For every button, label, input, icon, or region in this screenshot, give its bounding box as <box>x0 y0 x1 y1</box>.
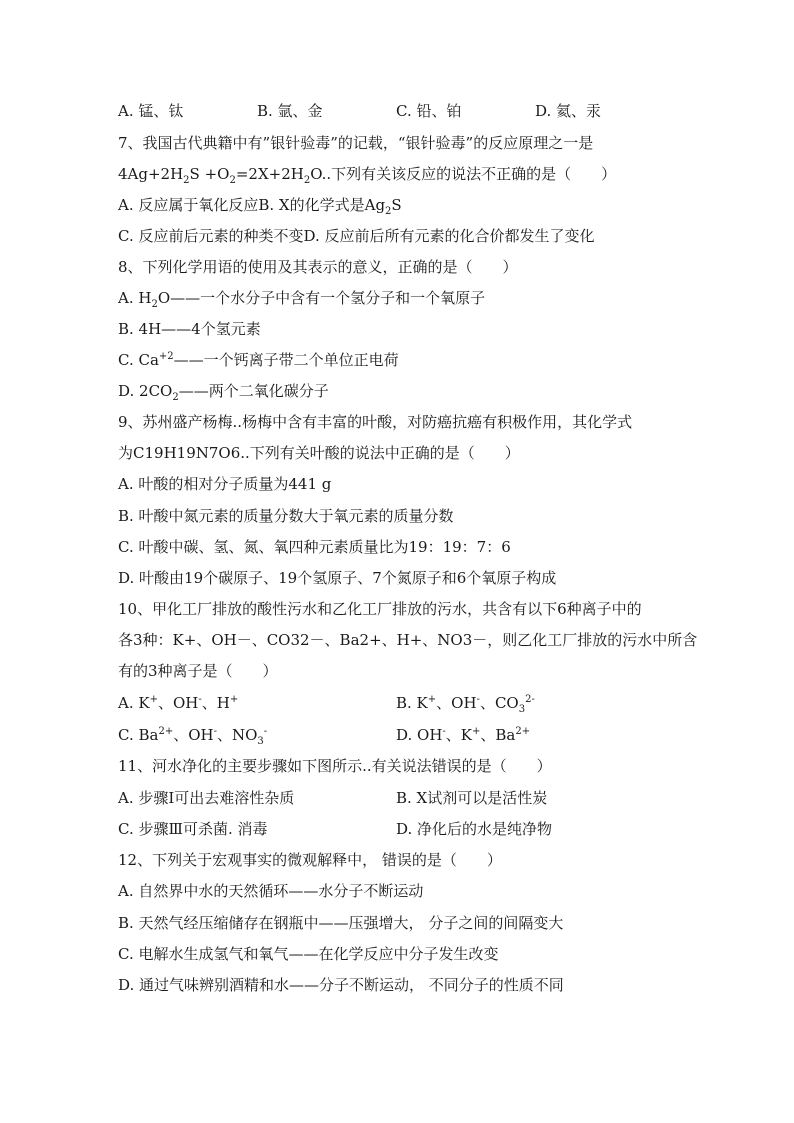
q6-option-c: C. 铅、铂 <box>396 102 462 120</box>
q9-option-c: C. 叶酸中碳、氢、氮、氧四种元素质量比为19：19：7：6 <box>118 538 511 556</box>
q10-option-d: D. OH-、K+、$Ba^{2+}$ <box>396 726 531 744</box>
q11-option-a: A. 步骤Ⅰ可出去难溶性杂质 <box>118 789 295 807</box>
q11-option-d: D. 净化后的水是纯净物 <box>396 820 553 838</box>
q8-option-b: B. 4H——4个氢元素 <box>118 320 261 338</box>
q10-stem-line2: 各3种：K+、OH－、CO32－、Ba2+、H+、NO3－，则乙化工厂排放的污水中所含 <box>118 631 698 649</box>
q11-option-b: B. X试剂可以是活性炭 <box>396 789 548 807</box>
q10-option-b: B. K+、OH-、$CO_3^{2-}$ <box>396 694 535 715</box>
q7-stem: 7、我国古代典籍中有”银针验毒”的记载，“银针验毒”的反应原理之一是 <box>118 134 594 152</box>
q9-option-d: D. 叶酸由19个碳原子、19个氢原子、7个氮原子和6个氧原子构成 <box>118 569 557 587</box>
q10-option-a: A. K+、OH-、H+ <box>118 694 239 712</box>
q12-option-d: D. 通过气味辨别酒精和水——分子不断运动， 不同分子的性质不同 <box>118 976 564 994</box>
q7-options-ab: A. 反应属于氧化反应B. X的化学式是$Ag_2S$ <box>118 196 402 217</box>
q7-equation: $4Ag+2H_2S +O_2=2X+2H_2O$..下列有关该反应的说法不正确的是（ ） <box>118 165 617 186</box>
q10-stem-line3: 有的3种离子是（ ） <box>118 662 278 680</box>
q9-option-b: B. 叶酸中氮元素的质量分数大于氧元素的质量分数 <box>118 507 454 525</box>
q7-options-cd: C. 反应前后元素的种类不变D. 反应前后所有元素的化合价都发生了变化 <box>118 227 595 245</box>
q8-option-d: D. $2CO_2——$两个二氧化碳分子 <box>118 382 329 403</box>
q6-option-b: B. 氩、金 <box>257 102 323 120</box>
q11-option-c: C. 步骤Ⅲ可杀菌. 消毒 <box>118 820 268 838</box>
q9-option-a: A. 叶酸的相对分子质量为441 g <box>118 475 332 493</box>
q10-stem-line1: 10、甲化工厂排放的酸性污水和乙化工厂排放的污水，共含有以下6种离子中的 <box>118 600 642 618</box>
q12-option-b: B. 天然气经压缩储存在钢瓶中——压强增大， 分子之间的间隔变大 <box>118 914 564 932</box>
q11-stem: 11、河水净化的主要步骤如下图所示..有关说法错误的是（ ） <box>118 757 552 775</box>
q12-option-a: A. 自然界中水的天然循环——水分子不断运动 <box>118 882 424 900</box>
q8-option-c: C. $Ca^{+2}——$一个钙离子带二个单位正电荷 <box>118 351 399 369</box>
q12-stem: 12、下列关于宏观事实的微观解释中， 错误的是（ ） <box>118 851 502 869</box>
q6-option-d: D. 氦、汞 <box>535 102 602 120</box>
q10-option-c: C. $Ba^{2+}$、OH-、$NO_3^-$ <box>118 726 268 747</box>
q8-stem: 8、下列化学用语的使用及其表示的意义，正确的是（ ） <box>118 258 518 276</box>
q12-option-c: C. 电解水生成氢气和氧气——在化学反应中分子发生改变 <box>118 945 499 963</box>
q8-option-a: A. $H_2O——$一个水分子中含有一个氢分子和一个氧原子 <box>118 289 486 310</box>
q9-stem-line2: 为C19H19N7O6..下列有关叶酸的说法中正确的是（ ） <box>118 444 520 462</box>
q6-option-a: A. 锰、钛 <box>118 102 184 120</box>
q9-stem-line1: 9、苏州盛产杨梅..杨梅中含有丰富的叶酸，对防癌抗癌有积极作用，其化学式 <box>118 413 633 431</box>
